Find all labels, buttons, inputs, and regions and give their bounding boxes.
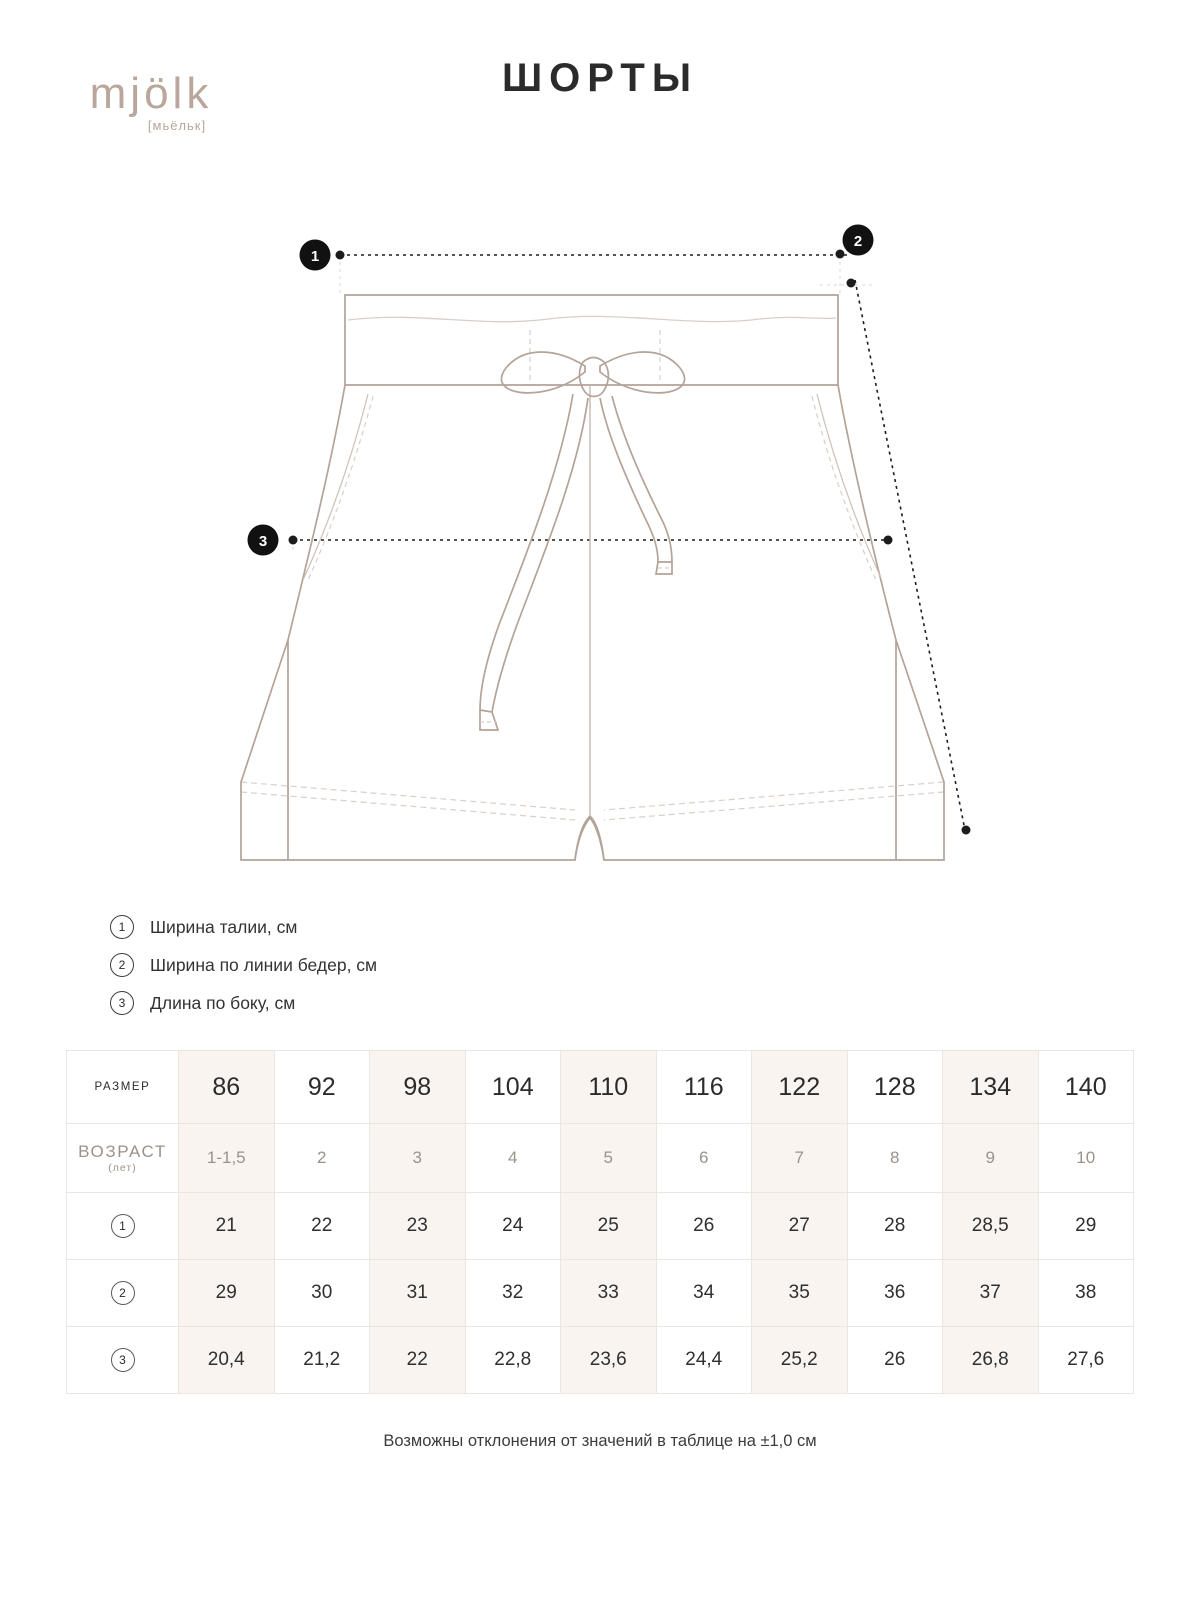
legend-badge-1: 1 [110,915,134,939]
page-title: ШОРТЫ [501,56,699,100]
measure-cell: 23,6 [561,1327,657,1394]
marker-3 [248,525,279,556]
measure-cell: 26 [847,1327,943,1394]
size-cell: 134 [943,1051,1039,1124]
table-row-size [67,1051,1134,1124]
measure-cell: 37 [943,1260,1039,1327]
age-cell: 9 [943,1124,1039,1193]
shorts-measurement-diagram [0,170,1200,890]
age-cell: 1-1,5 [179,1124,275,1193]
measure-cell: 24 [465,1193,561,1260]
size-cell: 140 [1038,1051,1134,1124]
table-row-measure-3 [67,1327,1134,1394]
size-cell: 104 [465,1051,561,1124]
size-cell: 110 [561,1051,657,1124]
row-header-age-unit: (лет) [108,1162,137,1174]
age-cell: 10 [1038,1124,1134,1193]
measure-cell: 23 [370,1193,466,1260]
legend-badge-2: 2 [110,953,134,977]
marker-2 [843,225,874,256]
legend-label-2: Ширина по линии бедер, см [150,954,378,975]
marker-3-label: 3 [258,533,268,550]
row-header-measure-2 [67,1260,179,1327]
age-cell: 5 [561,1124,657,1193]
measure-cell: 33 [561,1260,657,1327]
measure-cell: 32 [465,1260,561,1327]
brand-logo-subtitle: [мьёльк] [147,118,207,133]
size-table [66,1050,1134,1394]
table-footnote: Возможны отклонения от значений в таблице на ±1,0 см [383,1432,817,1450]
measure-cell: 35 [752,1260,848,1327]
table-row-measure-2 [67,1260,1134,1327]
age-cell: 6 [656,1124,752,1193]
measure-cell: 22 [274,1193,370,1260]
measure-cell: 34 [656,1260,752,1327]
age-cell: 7 [752,1124,848,1193]
guide-lines [289,250,971,835]
measure-cell: 24,4 [656,1327,752,1394]
legend-item-1 [110,908,1200,946]
size-table-wrapper [66,1050,1134,1451]
measure-cell: 22,8 [465,1327,561,1394]
legend-item-2 [110,946,1200,984]
row-badge-1: 1 [111,1214,135,1238]
shorts-diagram-svg [0,170,1200,890]
measure-cell: 22 [370,1327,466,1394]
measure-cell: 28,5 [943,1193,1039,1260]
size-cell: 122 [752,1051,848,1124]
measure-cell: 20,4 [179,1327,275,1394]
page-header [0,0,1200,170]
size-cell: 86 [179,1051,275,1124]
measure-cell: 27 [752,1193,848,1260]
row-badge-2: 2 [111,1281,135,1305]
legend-label-3: Длина по боку, см [150,992,296,1013]
measure-cell: 25,2 [752,1327,848,1394]
size-cell: 92 [274,1051,370,1124]
legend-badge-3: 3 [110,991,134,1015]
measure-cell: 26 [656,1193,752,1260]
size-cell: 116 [656,1051,752,1124]
measure-cell: 38 [1038,1260,1134,1327]
legend [110,908,1200,1022]
legend-item-3 [110,984,1200,1022]
measure-cell: 21,2 [274,1327,370,1394]
row-header-age-main: ВОЗРАСТ [78,1142,167,1161]
marker-1-label: 1 [310,248,320,265]
table-row-measure-1 [67,1193,1134,1260]
row-header-age [67,1124,179,1193]
size-cell: 98 [370,1051,466,1124]
measure-cell: 26,8 [943,1327,1039,1394]
age-cell: 2 [274,1124,370,1193]
garment-outline [241,295,944,860]
row-header-size: РАЗМЕР [67,1051,179,1124]
measure-cell: 30 [274,1260,370,1327]
measure-cell: 31 [370,1260,466,1327]
age-cell: 3 [370,1124,466,1193]
row-header-measure-3 [67,1327,179,1394]
table-row-age [67,1124,1134,1193]
measure-cell: 21 [179,1193,275,1260]
measure-cell: 25 [561,1193,657,1260]
marker-2-label: 2 [853,233,863,250]
measure-cell: 36 [847,1260,943,1327]
measure-cell: 29 [179,1260,275,1327]
size-cell: 128 [847,1051,943,1124]
age-cell: 4 [465,1124,561,1193]
legend-label-1: Ширина талии, см [150,916,298,937]
row-header-measure-1 [67,1193,179,1260]
age-cell: 8 [847,1124,943,1193]
row-badge-3: 3 [111,1348,135,1372]
measure-cell: 28 [847,1193,943,1260]
measure-cell: 27,6 [1038,1327,1134,1394]
marker-1 [300,240,331,271]
brand-logo-word: mjölk [89,69,213,118]
measure-cell: 29 [1038,1193,1134,1260]
